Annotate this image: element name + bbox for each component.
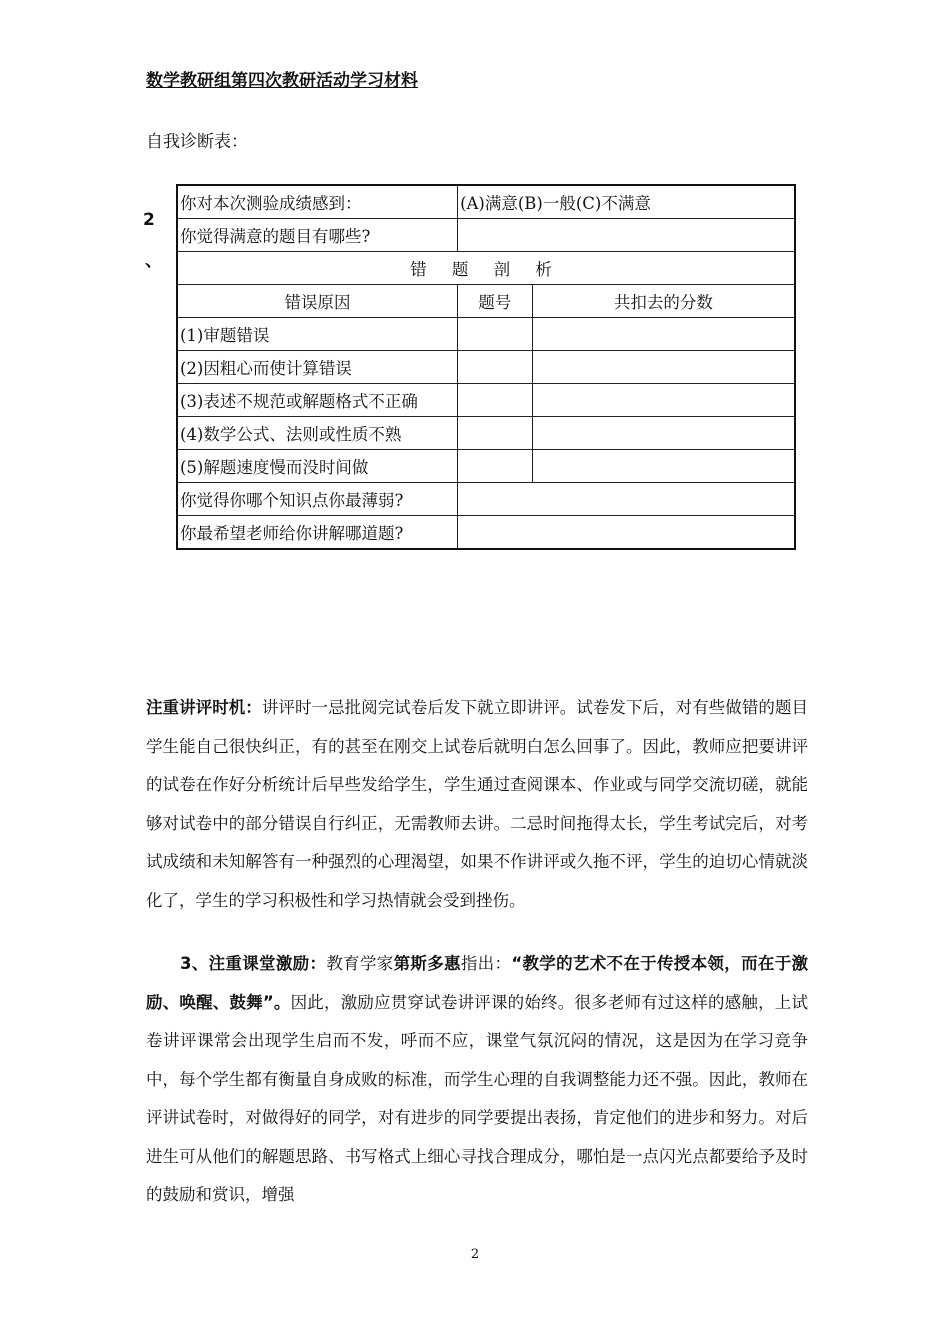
paragraph-text: 讲评时一忌批阅完试卷后发下就立即讲评。试卷发下后，对有些做错的题目学生能自己很快纠正，有的甚至在刚交上试卷后就明白怎么回事了。因此，教师应把要讲评的试卷在作好分析统计后早些发给学生，学生通过查阅课本、作业或与同学交流切磋，就能够对试卷中的部分错误自行纠正，无需教师去讲。二忌时间拖得太长，学生考试完后，对考试成绩和未知解答有一种强烈的心理渴望，如果不作讲评或久拖不评，学生的迫切心情就淡化了，学生的学习积极性和学习热情就会受到挫伤。 (146, 698, 809, 910)
column-header-reason: 错误原因 (177, 285, 458, 318)
number-cell (458, 417, 533, 450)
section-punctuation: 、 (145, 251, 162, 271)
reason-cell: (2)因粗心而使计算错误 (177, 351, 458, 384)
number-cell (458, 450, 533, 483)
table-row (177, 516, 795, 550)
points-cell (532, 417, 795, 450)
satisfaction-options: (A)满意(B)一般(C)不满意 (458, 185, 795, 219)
number-cell (458, 384, 533, 417)
points-cell (532, 351, 795, 384)
table-row (177, 219, 795, 252)
number-cell (458, 351, 533, 384)
quotation: “教学的艺术不在于传授本领，而在于激励、唤醒、鼓舞”。 (146, 954, 809, 1012)
reason-cell: (3)表述不规范或解题格式不正确 (177, 384, 458, 417)
paragraph-timing (146, 689, 808, 920)
document-title: 数学教研组第四次教研活动学习材料 (146, 71, 418, 91)
explain-request-prompt: 你最希望老师给你讲解哪道题? (177, 516, 458, 550)
paragraph-text: 指出： (460, 954, 512, 973)
page-number: 2 (470, 1247, 480, 1262)
weakest-point-answer (458, 483, 795, 516)
points-cell (532, 318, 795, 351)
reason-cell: (4)数学公式、法则或性质不熟 (177, 417, 458, 450)
table-row (177, 252, 795, 285)
table-row (177, 417, 795, 450)
paragraph-encouragement (146, 945, 808, 1215)
weakest-point-prompt: 你觉得你哪个知识点你最薄弱? (177, 483, 458, 516)
reason-cell: (1)审题错误 (177, 318, 458, 351)
self-diagnosis-label: 自我诊断表： (146, 132, 248, 152)
table-header-row (177, 285, 795, 318)
table-row (177, 384, 795, 417)
explain-request-answer (458, 516, 795, 550)
satisfaction-question: 你对本次测验成绩感到： (177, 185, 458, 219)
table-row (177, 450, 795, 483)
paragraph-lead: 3、注重课堂激励： (180, 954, 327, 973)
paragraph-text: 因此，激励应贯穿试卷讲评课的始终。很多老师有过这样的感触，上试卷讲评课常会出现学生启而不发，呼而不应，课堂气氛沉闷的情况，这是因为在学习竞争中，每个学生都有衡量自身成败的标准，而学生心理的自我调整能力还不强。因此，教师在评讲试卷时，对做得好的同学，对有进步的同学要提出表扬，肯定他们的进步和努力。对后进生可从他们的解题思路、书写格式上细心寻找合理成分，哪怕是一点闪光点都要给予及时的鼓励和赏识，增强 (146, 992, 808, 1204)
satisfied-questions-prompt: 你觉得满意的题目有哪些? (177, 219, 458, 252)
section-number: 2 (143, 210, 155, 230)
table-row (177, 483, 795, 516)
reason-cell: (5)解题速度慢而没时间做 (177, 450, 458, 483)
person-name: 第斯多惠 (393, 954, 461, 973)
paragraph-lead: 注重讲评时机： (146, 698, 262, 717)
self-diagnosis-table (176, 184, 796, 550)
table-row (177, 185, 795, 219)
satisfied-questions-answer (458, 219, 795, 252)
points-cell (532, 384, 795, 417)
table-row (177, 318, 795, 351)
analysis-heading: 错 题 剖 析 (177, 252, 795, 285)
column-header-points: 共扣去的分数 (532, 285, 795, 318)
points-cell (532, 450, 795, 483)
number-cell (458, 318, 533, 351)
table-row (177, 351, 795, 384)
column-header-number: 题号 (458, 285, 533, 318)
paragraph-text: 教育学家 (326, 954, 394, 973)
